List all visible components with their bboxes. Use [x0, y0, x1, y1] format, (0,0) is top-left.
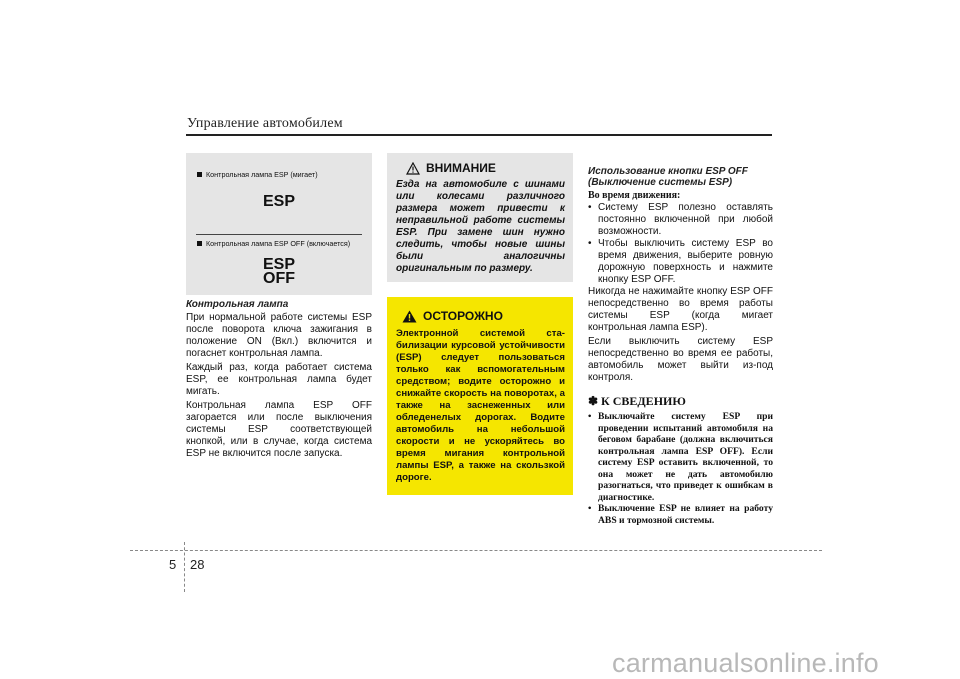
list-item: • Чтобы выключить систему ESP во время движения, выберите ровную дорожную поверхность и нажмите кнопку ESP OFF.	[588, 238, 773, 286]
paragraph: Контрольная лампа ESP OFF загорается или после выключения системы ESP соответствующей кнопкой, или в случае, когда система ESP не включится после запуска.	[186, 400, 372, 459]
caution-triangle-icon	[402, 310, 417, 323]
warning-box	[387, 153, 573, 282]
driving-bullet-list	[588, 202, 773, 286]
square-bullet-icon	[197, 241, 202, 246]
caution-heading: ОСТОРОЖНО	[402, 309, 565, 323]
esp-lamp-symbol: ESP	[262, 193, 295, 210]
paragraph: Если выключить систему ESP непосредственно во время ее работы, автомобиль может выйти из-под контроля.	[588, 336, 773, 383]
info-title: ✽ К СВЕДЕНИЮ	[588, 394, 686, 408]
warning-text: Езда на автомобиле с шинами или колесами различного размера может привести к неправильной работе системы ESP. При замене шин нужно следить, чтобы новые шины были аналогичны оригинальным по размеру.	[396, 179, 565, 274]
footer-rule	[130, 550, 822, 551]
list-item: • Выключайте систему ESP при проведении испытаний автомобиля на беговом барабане (должна включиться контрольная лампа ESP OFF). Если систему ESP оставить включенной, то она может не дать автомобилю разогнаться, что приведет к ошибкам в диагностике.	[588, 411, 773, 503]
lamp-caption-blinking: Контрольная лампа ESP (мигает)	[197, 170, 318, 179]
warning-triangle-icon	[406, 162, 420, 175]
caution-text: Электронной системой ста-билизации курсовой устойчивости (ESP) следует пользоваться только как вспомогательным средством; водите осторожно и снижайте скорость на поворотах, а также на заснеженных или обледенелых дорогах. Водите автомобиль на небольшой скорости и не ускоряйтесь во время мигания контрольной лампы ESP, а также на скользкой дороге.	[396, 328, 565, 483]
lamp-divider	[196, 234, 362, 235]
left-text-column	[186, 299, 372, 460]
caution-box	[387, 297, 573, 495]
list-item: • Выключение ESP не влияет на работу ABS и тормозной системы.	[588, 503, 773, 526]
subheading-while-driving: Во время движения:	[588, 190, 681, 201]
page-number: 28	[190, 557, 205, 572]
header-rule	[186, 134, 772, 136]
info-bullet-list	[588, 411, 773, 526]
warning-heading: ВНИМАНИЕ	[406, 161, 565, 175]
square-bullet-icon	[197, 172, 202, 177]
right-text-column	[588, 166, 773, 526]
list-item: • Систему ESP полезно оставлять постоянно включенной при любой возможности.	[588, 202, 773, 238]
indicator-lamp-panel	[186, 153, 372, 295]
watermark: carmanualsonline.info	[612, 648, 879, 678]
page-header-title: Управление автомобилем	[187, 116, 343, 131]
lamp-caption-off: Контрольная лампа ESP OFF (включается)	[197, 239, 350, 248]
footer-divider	[184, 542, 185, 592]
paragraph: Каждый раз, когда работает система ESP, ее контрольная лампа будет мигать.	[186, 362, 372, 397]
section-title-esp-off-line2: (Выключение системы ESP)	[588, 177, 733, 188]
esp-off-lamp-symbol: ESP OFF	[262, 256, 295, 287]
section-title-esp-off-line1: Использование кнопки ESP OFF	[588, 166, 748, 177]
section-title-indicator-lamp: Контрольная лампа	[186, 299, 289, 310]
paragraph: При нормальной работе системы ESP после поворота ключа зажигания в положение ON (Вкл.) включится и погаснет контрольная лампа.	[186, 312, 372, 359]
section-number: 5	[169, 557, 177, 572]
paragraph: Никогда не нажимайте кнопку ESP OFF непосредственно во время работы системы ESP (когда мигает контрольная лампа ESP).	[588, 286, 773, 333]
